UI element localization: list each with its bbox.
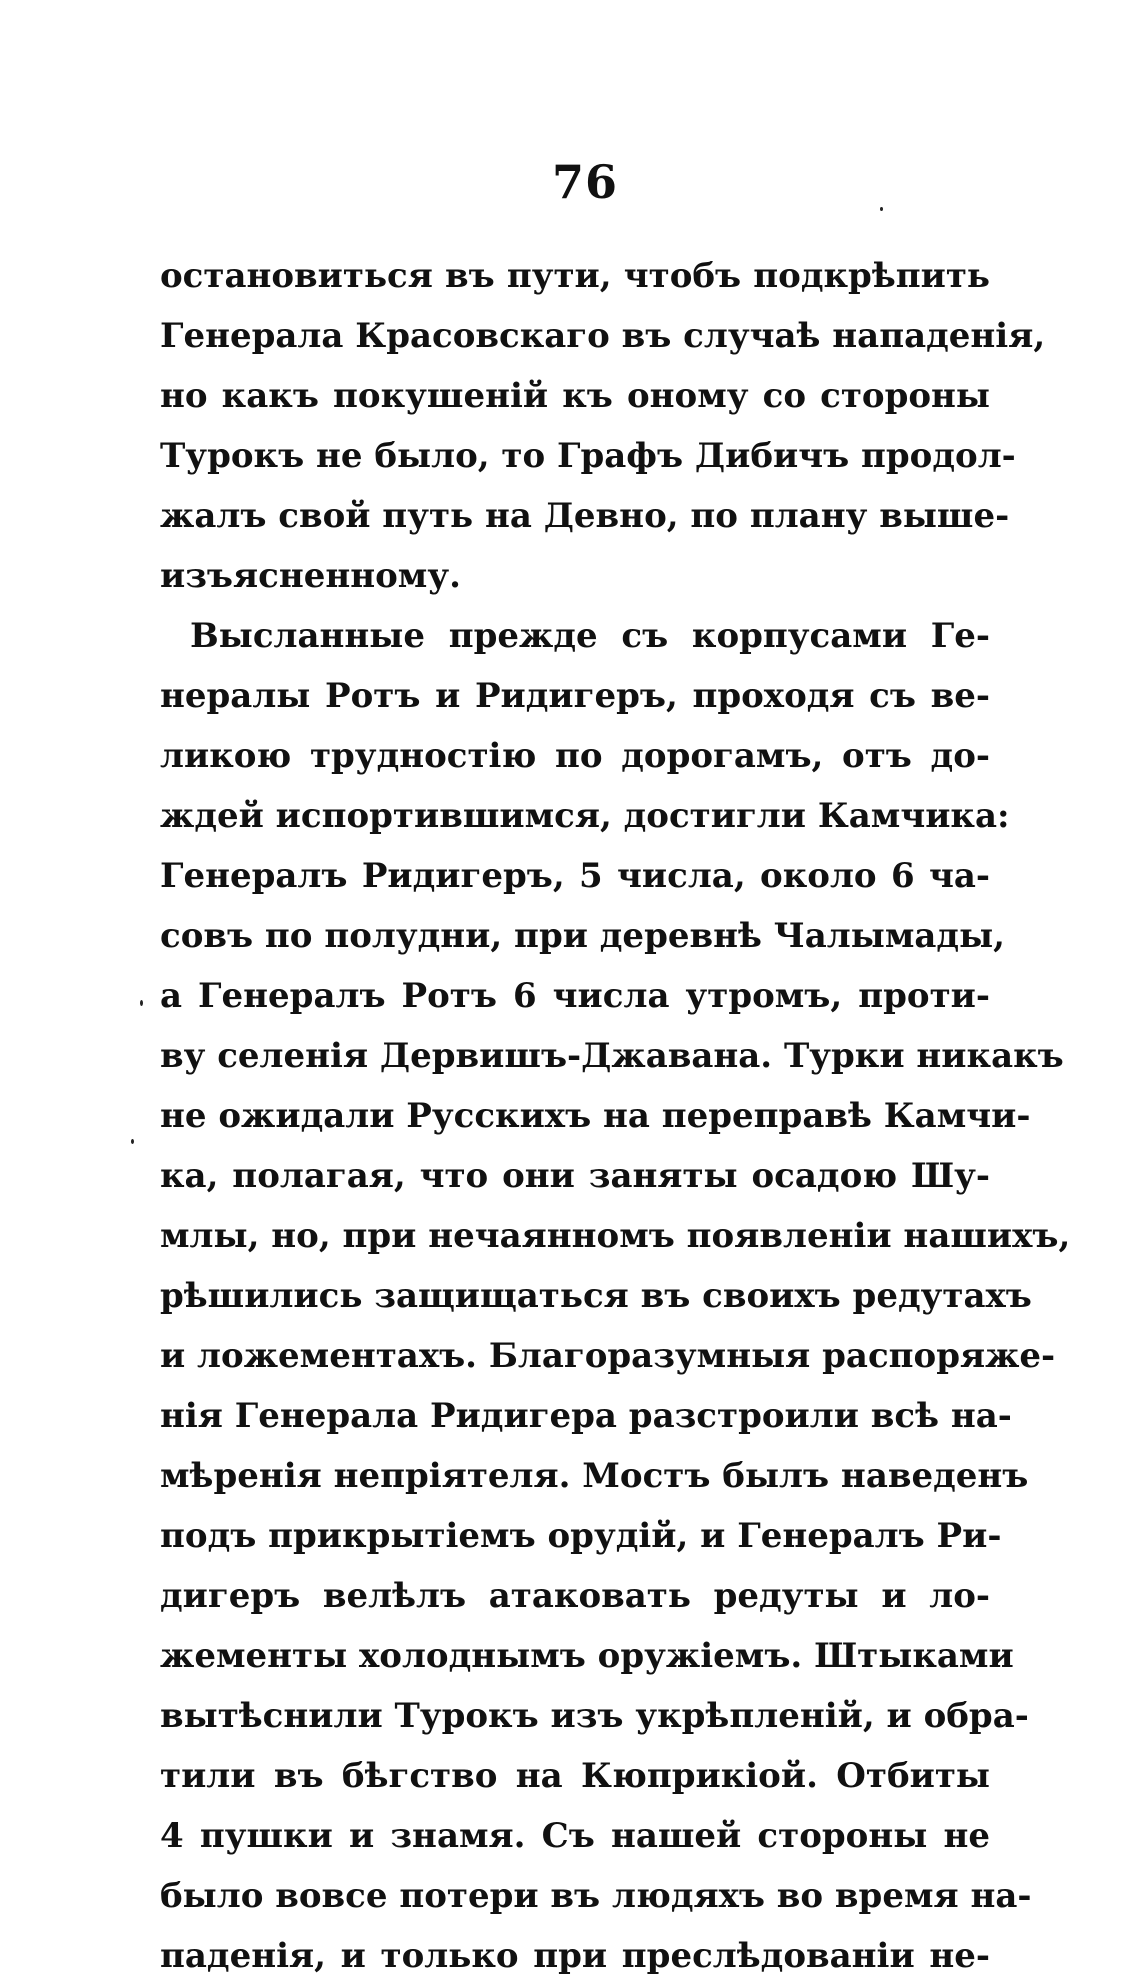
text-line: Генерала Красовскаго въ случаѣ нападенія, — [160, 316, 1046, 356]
text-line: совъ по полудни, при деревнѣ Чалымады, — [160, 916, 1006, 956]
text-line: остановиться въ пути, чтобъ подкрѣпить — [160, 256, 990, 296]
text-line: млы, но, при нечаянномъ появленіи нашихъ, — [160, 1216, 1071, 1256]
text-line: 4 пушки и знамя. Съ нашей стороны не — [160, 1816, 990, 1856]
text-line: тили въ бѣгство на Кюприкіой. Отбиты — [160, 1756, 990, 1796]
text-line: подъ прикрытіемъ орудій, и Генералъ Ри- — [160, 1516, 1002, 1556]
text-line: а Генералъ Ротъ 6 числа утромъ, проти- — [160, 976, 990, 1016]
text-line: было вовсе потери въ людяхъ во время на- — [160, 1876, 1032, 1916]
text-line: Генералъ Ридигеръ, 5 числа, около 6 ча- — [160, 856, 990, 896]
text-line: жементы холоднымъ оружіемъ. Штыками — [160, 1636, 1014, 1676]
scan-speck — [140, 1000, 143, 1006]
text-line: вытѣснили Турокъ изъ укрѣпленій, и обра- — [160, 1696, 1029, 1736]
text-line: не ожидали Русскихъ на переправѣ Камчи- — [160, 1096, 1031, 1136]
text-line: нералы Ротъ и Ридигеръ, проходя съ ве- — [160, 676, 990, 716]
text-line: ка, полагая, что они заняты осадою Шу- — [160, 1156, 990, 1196]
text-line: дигеръ велѣлъ атаковать редуты и ло- — [160, 1576, 990, 1616]
page-number: 76 — [551, 155, 618, 209]
text-line: нія Генерала Ридигера разстроили всѣ на- — [160, 1396, 1012, 1436]
text-line: рѣшились защищаться въ своихъ редутахъ — [160, 1276, 1032, 1316]
text-line: Высланные прежде съ корпусами Ге- — [190, 616, 990, 656]
scan-speck — [131, 1139, 134, 1144]
body-text — [160, 246, 1071, 1986]
scan-speck — [880, 207, 883, 211]
text-line: Турокъ не было, то Графъ Дибичъ продол- — [160, 436, 1016, 476]
text-line: паденія, и только при преслѣдованіи не- — [160, 1936, 990, 1976]
text-line: но какъ покушеній къ оному со стороны — [160, 376, 990, 416]
text-line: ву селенія Дервишъ-Джавана. Турки никакъ — [160, 1036, 1064, 1076]
text-line: мѣренія непріятеля. Мостъ былъ наведенъ — [160, 1456, 1029, 1496]
text-line: ликою трудностію по дорогамъ, отъ до- — [160, 736, 990, 776]
text-line: и ложементахъ. Благоразумныя распоряже- — [160, 1336, 1056, 1376]
text-line: изъясненному. — [160, 556, 461, 596]
text-line: ждей испортившимся, достигли Камчика: — [160, 796, 1010, 836]
text-line: жалъ свой путь на Девно, по плану выше- — [160, 496, 1010, 536]
